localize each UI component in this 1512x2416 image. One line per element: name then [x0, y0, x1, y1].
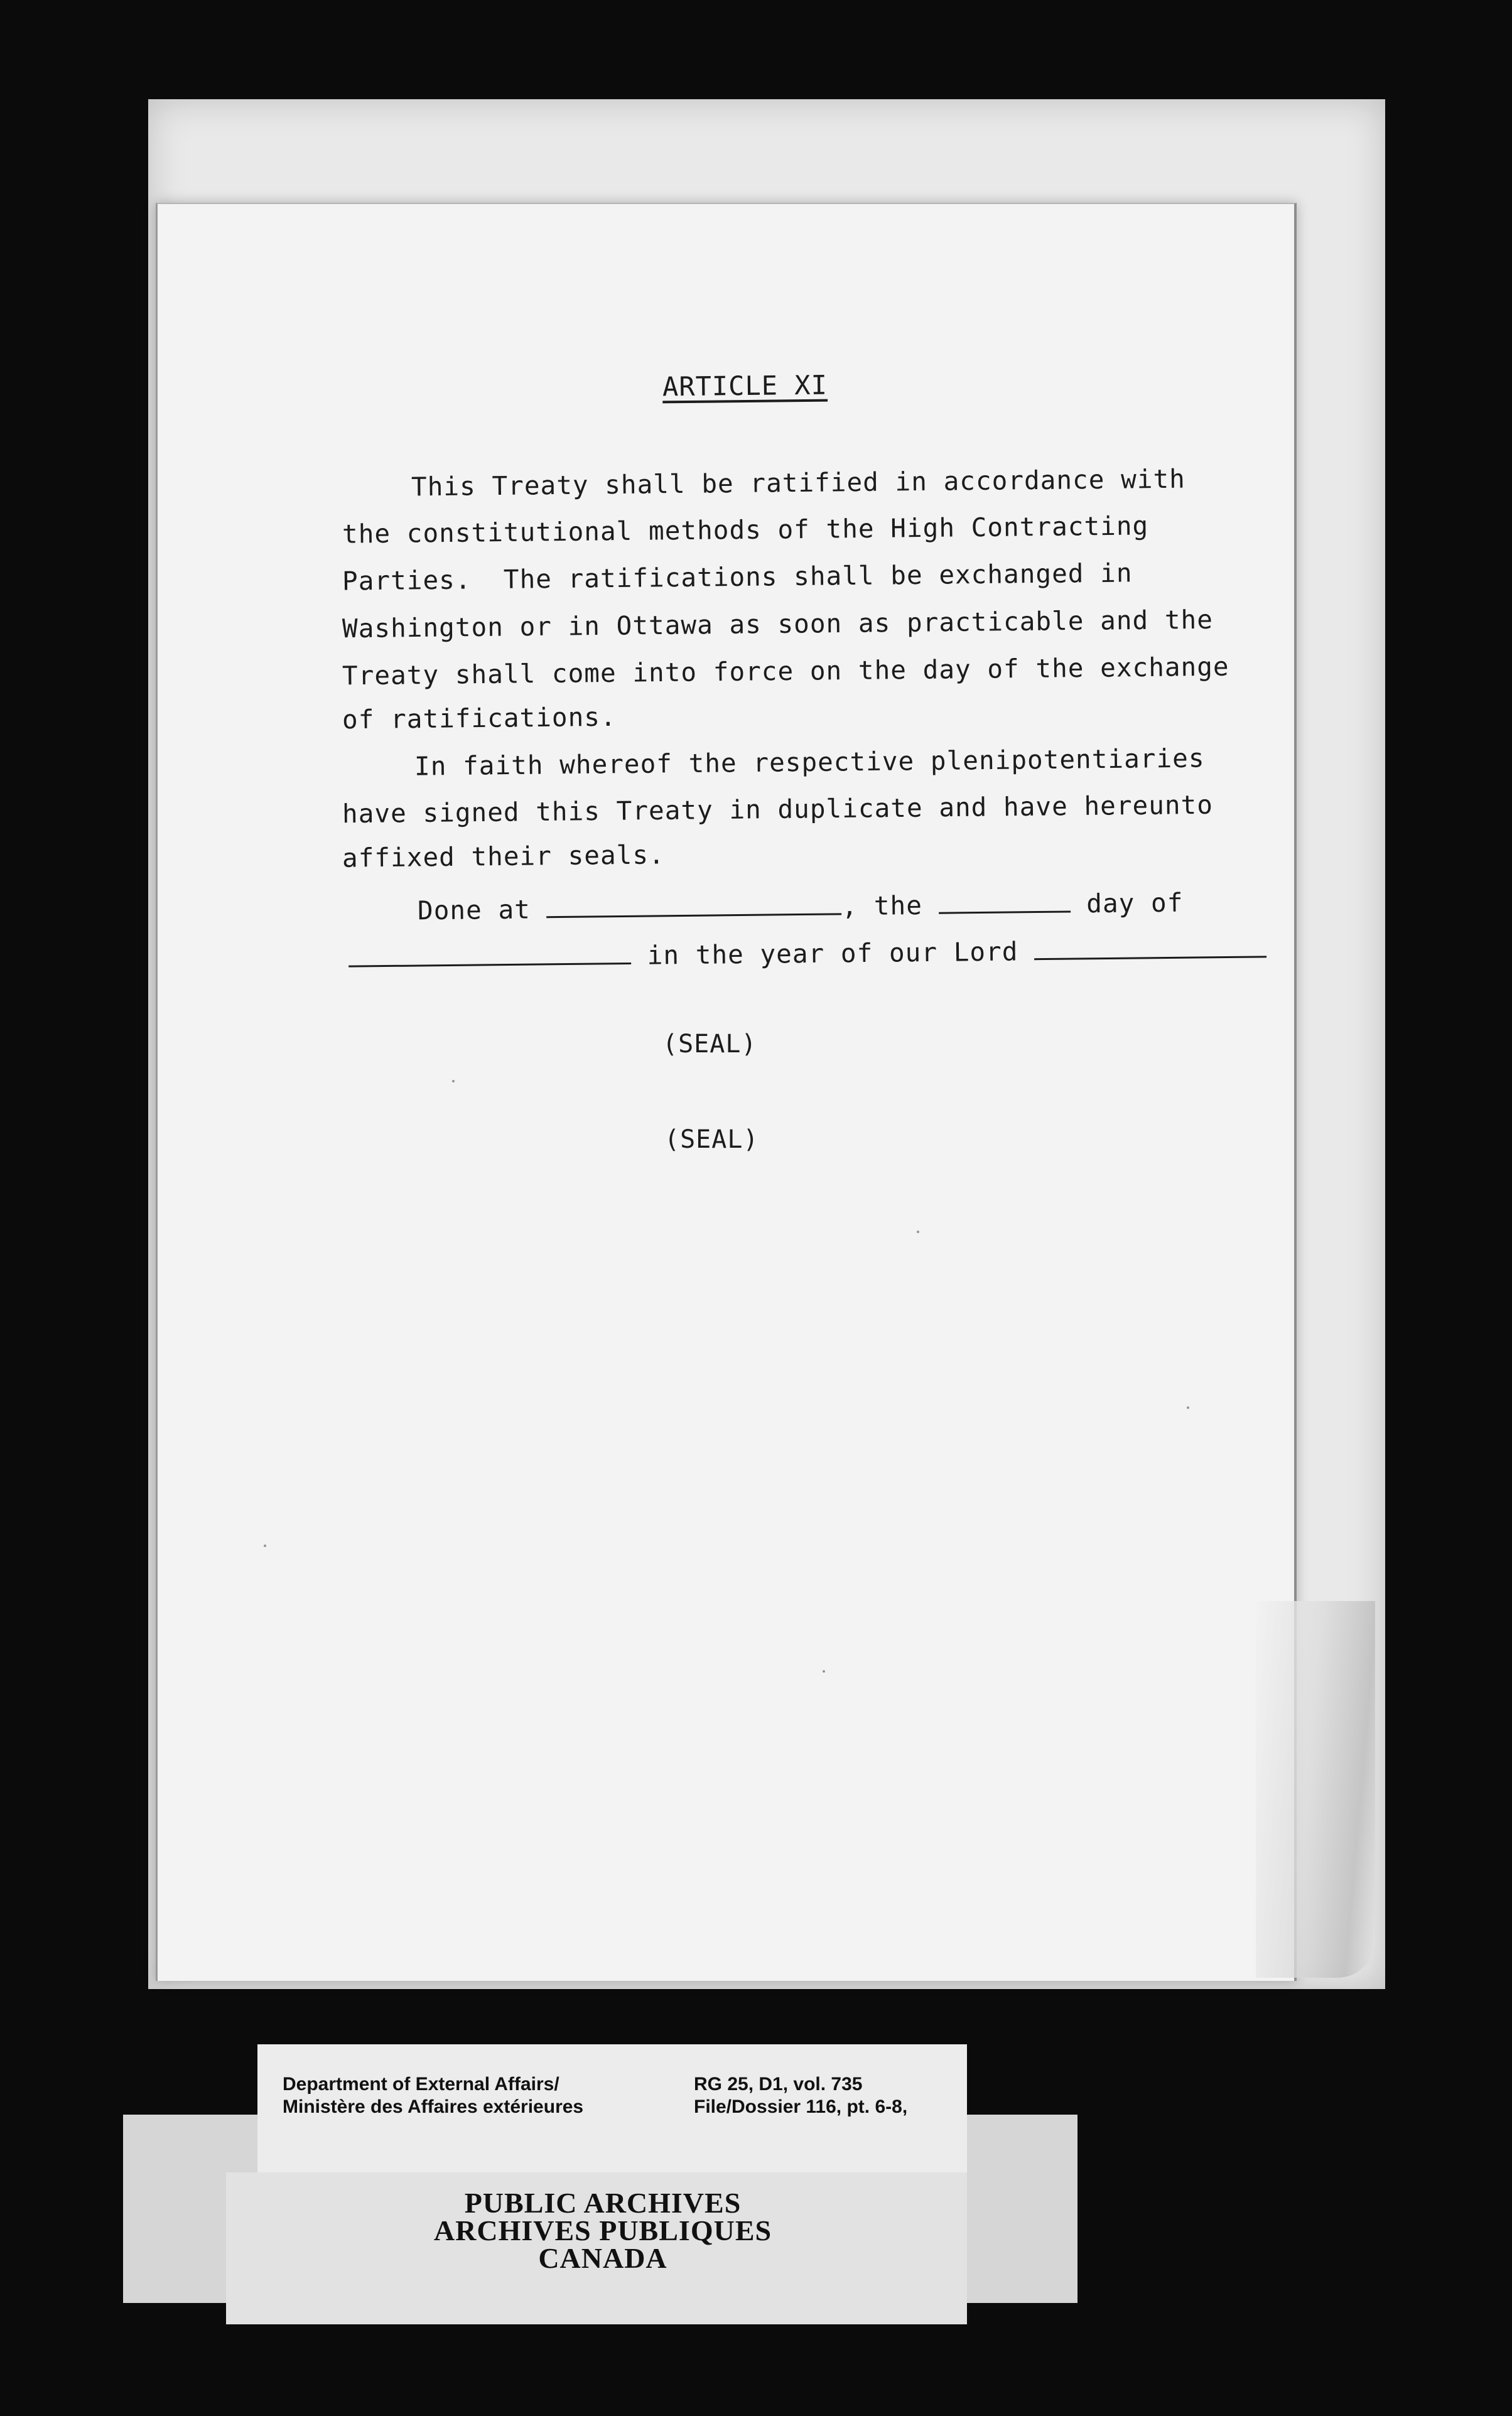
- paragraph1-line6: of ratifications.: [342, 701, 617, 735]
- paragraph2-line1: In faith whereof the respective plenipotentiaries: [414, 743, 1205, 782]
- place-blank: [546, 894, 841, 918]
- paragraph1-line3: Parties. The ratifications shall be exchanged in: [342, 558, 1133, 596]
- year-label: in the year of our Lord: [647, 936, 1018, 971]
- archive-file: File/Dossier 116, pt. 6-8,: [694, 2096, 908, 2117]
- stamp-line-1: PUBLIC ARCHIVES: [464, 2187, 742, 2219]
- stamp-line-3: CANADA: [538, 2242, 667, 2274]
- paragraph1-line4: Washington or in Ottawa as soon as practicable and the: [342, 604, 1214, 644]
- seal-label-2: (SEAL): [664, 1125, 759, 1154]
- speck: [917, 1231, 919, 1233]
- seal-label-1: (SEAL): [662, 1030, 757, 1059]
- stamp-line-2: ARCHIVES PUBLIQUES: [433, 2214, 772, 2246]
- month-blank: [348, 944, 631, 968]
- speck: [452, 1080, 455, 1082]
- article-heading: ARTICLE XI: [662, 369, 828, 402]
- department-fr: Ministère des Affaires extérieures: [283, 2096, 584, 2117]
- speck: [823, 1670, 825, 1673]
- archive-reference: RG 25, D1, vol. 735: [694, 2074, 863, 2095]
- day-blank: [938, 892, 1070, 914]
- day-of-label: day of: [1086, 887, 1184, 919]
- paragraph1-line1: This Treaty shall be ratified in accordance with: [411, 463, 1186, 502]
- year-blank: [1034, 937, 1266, 960]
- paragraph2-line2: have signed this Treaty in duplicate and have hereunto: [342, 789, 1214, 829]
- paragraph1-line2: the constitutional methods of the High Contracting: [342, 510, 1149, 549]
- the-label: , the: [841, 890, 923, 922]
- paragraph1-line5: Treaty shall come into force on the day of the exchange: [342, 651, 1229, 691]
- speck: [264, 1545, 266, 1547]
- paragraph2-line3: affixed their seals.: [342, 839, 665, 873]
- department-en: Department of External Affairs/: [283, 2074, 559, 2095]
- speck: [1187, 1406, 1189, 1409]
- page-curl: [1256, 1601, 1375, 1978]
- done-at-label: Done at: [417, 894, 531, 926]
